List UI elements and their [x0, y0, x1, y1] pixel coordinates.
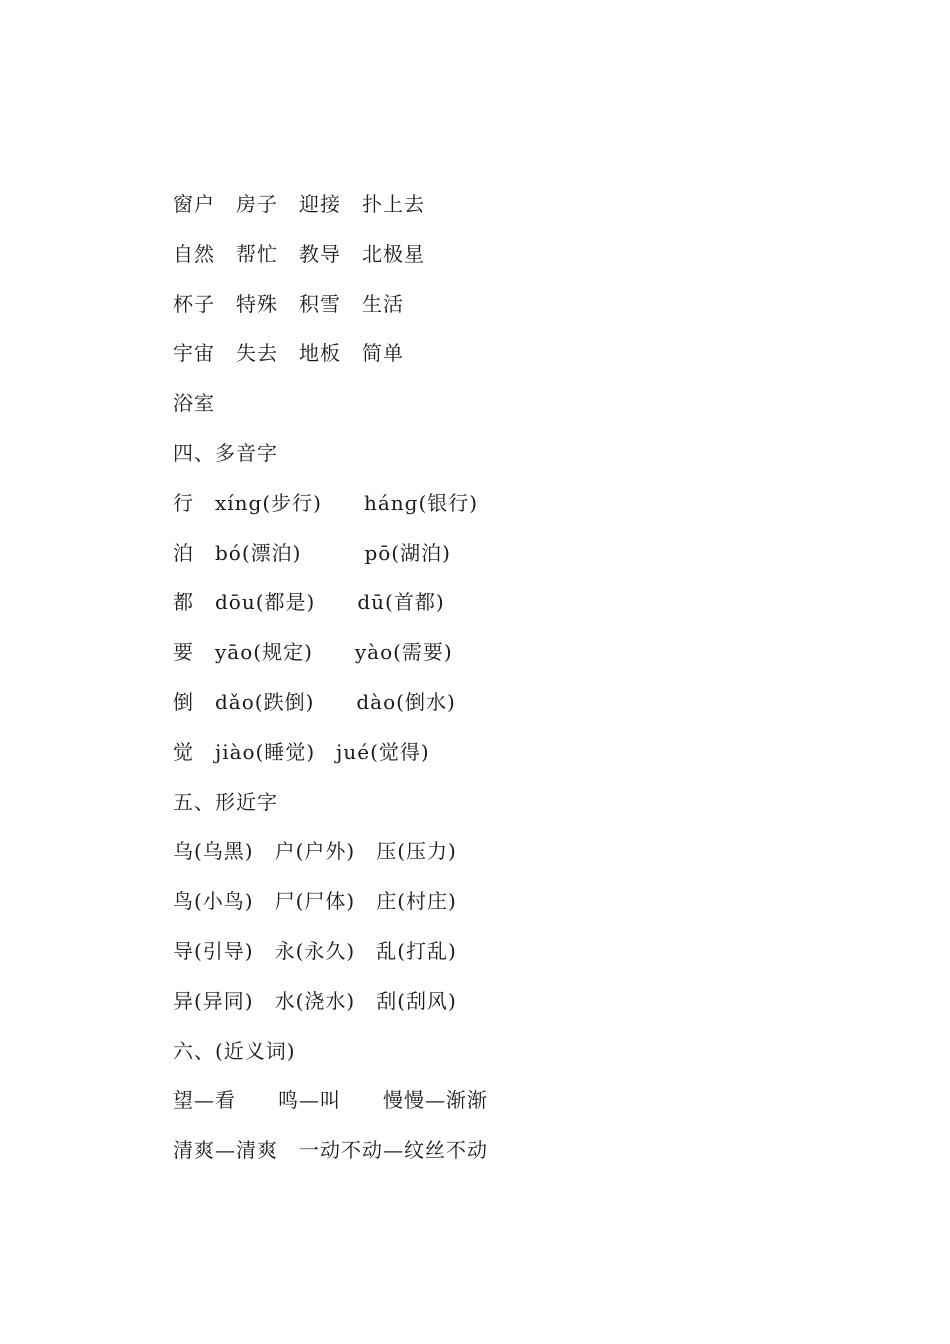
text-line: 望—看 鸣—叫 慢慢—渐渐 [173, 1088, 488, 1113]
text-line: 异(异同) 水(浇水) 刮(刮风) [173, 988, 457, 1013]
text-line: 行 xíng(步行) hánɡ(银行) [173, 490, 479, 515]
section-heading: 六、(近义词) [173, 1038, 296, 1063]
text-line: 倒 dǎo(跌倒) dào(倒水) [173, 689, 456, 714]
text-line: 要 yāo(规定) yào(需要) [173, 640, 453, 665]
section-heading: 五、形近字 [173, 789, 278, 814]
text-line: 窗户 房子 迎接 扑上去 [173, 192, 425, 216]
text-line: 自然 帮忙 教导 北极星 [173, 241, 425, 266]
section-heading: 四、多音字 [173, 440, 278, 465]
text-line: 都 dōu(都是) dū(首都) [173, 590, 445, 615]
text-line: 泊 bó(漂泊) pō(湖泊) [173, 540, 451, 565]
text-line: 浴室 [173, 391, 215, 416]
text-line: 觉 jiào(睡觉) jué(觉得) [173, 739, 430, 764]
text-line: 宇宙 失去 地板 简单 [173, 341, 404, 366]
document-body [173, 186, 873, 1182]
text-line: 导(引导) 永(永久) 乱(打乱) [173, 938, 457, 963]
text-line: 鸟(小鸟) 尸(尸体) 庄(村庄) [173, 889, 457, 914]
text-line: 乌(乌黑) 户(户外) 压(压力) [173, 839, 457, 864]
text-line: 杯子 特殊 积雪 生活 [173, 291, 404, 316]
text-line: 清爽—清爽 一动不动—纹丝不动 [173, 1138, 488, 1163]
